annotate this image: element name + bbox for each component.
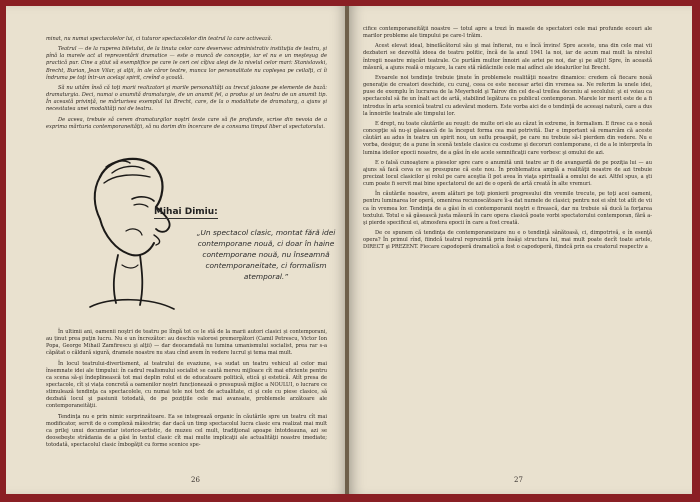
body-paragraph: Acest elevat ideal, binefăcătorul său şi mai înfierat, nu e încă învins! Spre aceste, una din cele mai vii dezbateri se dezvoltă ideea de teatru politic, încă de la anul 1941 la noi, iar de acum mai mult la nivelul întregii noastre mişcări teatrale. Ce purtăm multor înnoiri ale artei pe noi, dar şi pe alţii! Spre, în această măsură, a ajuns reală o mişcare, la care stă rădăcinile cele mai adînci ale idealurilor lui Brecht.: [363, 43, 652, 71]
portrait-quote-figure: [46, 137, 336, 323]
body-paragraph: Tendinţa nu e prin nimic surprinzătoare. Ea se integrează organic în căutările spre un teatru cît mai modificator, servit de o complexă măiestrie; dar dacă un timp spectacolul lucra clasic era realizat mai mult ca prilej unui documentar istorico-artistic, de muzeu cel mult, tradiţional apoape întotdeauna, azi se deosebeşte strădania de a găsi în textul clasic cît mai multe implicaţii ale actualităţii noastre imediate; totodată, spectacolul clasic îmbogăţit cu forme scenice spe-: [46, 413, 327, 449]
left-page: [6, 6, 347, 494]
body-paragraph: E drept, nu toate căutările au reuşit: de multe ori ele au căzut în extreme, în formalism. E firesc ca o nouă concepţie să nu-şi găsească de la început forma cea mai potrivită. Dar e important să remarcăm că aceste căutări au adus în teatru un spirit nou, un suflu proaspăt, pe care nu trebuie să-l pierdem din vedere. Nu e vorba, desigur, de a pune în scenă textele clasice cu costume şi decoruri contemporane, ci de a le interpreta în lumina ideilor epocii noastre, de a găsi în ele acele semnificaţii care vorbesc şi omului de azi.: [363, 120, 652, 156]
body-paragraph: Evoarele noi tendinţe trebuie ţinute în problemele realităţii noastre dinamice: credem că fiecare nouă generaţie de creatori deschide, cu curaj, ceea ce este necesar artei din vremea sa. Ne referim la unele idei, puse de exemplu în lucrarea de la Meyerhold şi Tairov din cel de-al treilea deceniu al secolului: şi ei voiau ca spectacolul să fie un înalt act de artă, stabilind legătura cu publicul contemporan. Marele lor merit este de a fi introdus în arta scenică teatrul cu adevărat modern. Este vorba aici de o tendinţă de aceeaşi natură, care a dus la înnoirile teatrale ale timpului lor.: [363, 74, 652, 117]
right-page: [349, 6, 692, 494]
body-paragraph: E o falsă cunoaştere a pieselor spre care o anumită unii teatre ar fi de avangardă de pe poziţia lui — au ajuns să facă ceva ce se presupune că este nou. În problematica amplă a realităţii noastre de azi trebuie precizat locul clasicilor şi rolul pe care aceştia îl pot avea în viaţa spirituală a omului de azi. Altfel spus, a şti cum poate fi servit mai bine spectatorul de azi de o operă de artă creată în alte vremuri.: [363, 159, 652, 188]
quote-author: Mihai Dimiu:: [154, 206, 218, 217]
body-paragraph: De ce spunem că tendinţa de contemporaneizare nu e o tendinţă sănătoasă, ci, dimpotrivă, e în esenţă opera? În primul rînd, fiindcă teatrul reprezintă prin însăşi structura lui, mai mult poate decît toate artele, DIRECT şi PREZENT. Fiecare capodoperă dramatică a fost o capodoperă, fiindcă prin ea creatorul respectiv a: [363, 230, 652, 251]
caricature-portrait: [70, 147, 190, 317]
body-paragraph: În căutările noastre, avem alături pe toţi pionierii progresului din vremile trecute, pe toţi acei oameni, pentru luminarea lor operă, omenirea recunoscătoare îi-a dat numele de clasici; pentru noi ei sînt tot atît de vii ca în vremea lor. Tendinţa de a găsi în ei contemporanii noştri e firească, dar nu trebuie să ducă la forţarea textului. Totul e să găsească justa măsură în care opera clasică poate vorbi spectatorului contemporan, fără a-şi pierde specificul ei, atmosfera epocii în care a fost creată.: [363, 191, 652, 226]
intro-paragraph: De aceea, trebuie să cerem dramaturgilor noştri texte care să fie profunde, scrise din nevoia de a exprima mărturia contemporaneităţii, să nu dorim din încercare de a consuma timpul liber al spectatorului.: [46, 116, 327, 130]
intro-paragraph: Teatrul — de la ruperea biletului, de la tinuta celor care deservesc administrativ instituţia de teatru, şi pînă la marele act al reprezentării dramatice — este o muncă de concepţie, iar el nu e un meşteşug de practică pur. Cine a ştiut să exemplifice pe care le ceri cei cîţiva aleşi de la nivelul celor mari: Stanislavski, Brecht, Burian, Jean Vilar, şi alţii, în ale căror teatre, munca lor personalitate nu copleşea pe ceilalţi, ci îi îndruma pe toţi într-un acelaşi spirit, creînd o şcoală.: [46, 46, 327, 81]
body-paragraph: În locul teatrului-divertisment, al teatrului de evaziune, s-a sudat un teatru vehicul al celor mai însemnate idei ale timpului: în cadrul realismului socialist se caută mereu mijloace cît mai eficiente pentru ca scena să-şi îndeplinească tot mai deplin rolul ei de educatoare politică, etică şi estetică. Atît presa de spectacole, cît și viața concretă a oamenilor noștri funcționează o presupusă mijloc a NOULUI, o lucrare ce stimulează tendinţa ca spectacolele, cu numai tele noi text de actualitate, ci şi cele cu piese clasice, să dezbată locul şi pasiunii totodată, de pe poziţiile cele mai avansate, problemele arzătoare ale contemporaneităţii.: [46, 360, 327, 410]
intro-paragraph: Să nu uităm însă că toţi marii realizatori şi marile personalităţi au trecut jaloane pe elemente de bază: dramaturgia. Deci, numai o anumită dramaturgie, de un anumit fel, a produs şi un teatru de un anumit tip. În această privinţă, ne mărturisea exemplul lui Brecht, care, de la o modalitate de dramaturg, a ajuns şi necesitatea unei modalităţi noi de teatru.: [46, 84, 327, 113]
body-text: [46, 329, 327, 450]
intro-paragraph: minat, nu numai spectacolelor lui, ci tuturor spectacolelor din teatrul la care activează.: [46, 36, 273, 42]
page-number: 26: [191, 476, 200, 484]
body-paragraph: cifice contemporaneităţii noastre — totul apre a trezi în masele de spectatori cele mai profunde ecouri ale marilor probleme ale timpului pe care-l trăim.: [363, 26, 652, 40]
pull-quote: „Un spectacol clasic, montat fără idei contemporane nouă, ci doar în haine contemporane nouă, nu înseamnă contemporaneitate, ci formalism atemporal.”: [196, 227, 336, 281]
intro-text: [46, 36, 327, 131]
body-paragraph: În ultimii ani, oamenii noştri de teatru pe lîngă tot ce le stă de la marii autori clasici și contemporani, au ținut prea puţin lucru. Nu e un încrezător: au deschis valorosi premergători (Camil Petrescu, Victor Ion Popa, George Mihail Zamfirescu şi alţii) — dar deocamdată nu lumina umanismului socialist, prea rar s-a căpătat o căldură sigură, dramele noastre nu stau cînd avem în vedere lucrul şi tema mai mult.: [46, 328, 327, 357]
page-number: 27: [514, 476, 523, 484]
